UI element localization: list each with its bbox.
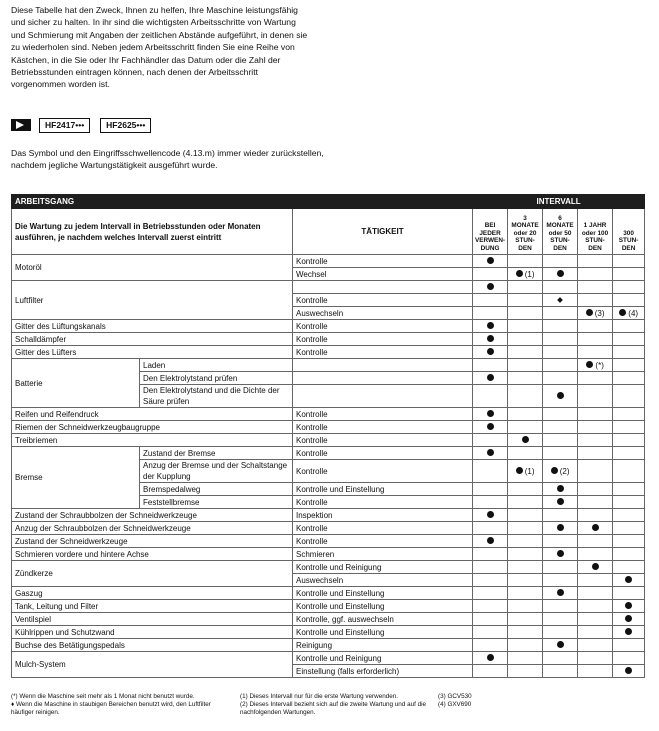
interval-mark-cell — [508, 346, 543, 359]
interval-mark-cell — [543, 333, 578, 346]
interval-mark-cell — [613, 483, 645, 496]
dot-icon — [625, 615, 632, 622]
maintenance-table — [11, 194, 645, 678]
interval-mark-cell — [578, 460, 613, 483]
interval-mark-cell — [613, 359, 645, 372]
dot-icon — [487, 283, 494, 290]
sub-item-cell: Den Elektrolytstand und die Dichte der Säure prüfen — [140, 385, 293, 408]
activity-cell: Kontrolle und Reinigung — [293, 652, 473, 665]
interval-mark-cell — [508, 652, 543, 665]
table-row — [12, 652, 645, 665]
interval-mark-cell — [578, 333, 613, 346]
interval-mark-cell — [613, 408, 645, 421]
interval-mark-cell — [613, 281, 645, 294]
interval-mark-cell — [613, 346, 645, 359]
interval-mark-cell — [613, 652, 645, 665]
interval-mark-cell — [473, 639, 508, 652]
interval-mark-cell — [543, 447, 578, 460]
table-row — [12, 548, 645, 561]
interval-mark-cell — [508, 281, 543, 294]
interval-mark-cell — [473, 496, 508, 509]
activity-cell: Kontrolle und Einstellung — [293, 483, 473, 496]
interval-mark-cell — [473, 268, 508, 281]
interval-mark-cell — [578, 359, 613, 372]
table-row — [12, 626, 645, 639]
interval-mark-cell — [543, 509, 578, 522]
table-row — [12, 408, 645, 421]
interval-mark-cell — [473, 587, 508, 600]
interval-mark-cell — [543, 307, 578, 320]
item-cell: Gitter des Lüftungskanals — [12, 320, 293, 333]
header-activity: TÄTIGKEIT — [293, 209, 473, 255]
dot-icon — [586, 309, 593, 316]
interval-mark-cell — [473, 561, 508, 574]
dot-icon — [487, 257, 494, 264]
interval-mark-cell — [613, 255, 645, 268]
interval-header: BEI JEDER VERWEN-DUNG — [473, 209, 508, 255]
table-row — [12, 639, 645, 652]
dot-icon — [557, 498, 564, 505]
interval-mark-cell — [473, 281, 508, 294]
interval-mark-cell — [473, 255, 508, 268]
interval-mark-cell — [508, 665, 543, 678]
interval-mark-cell — [578, 294, 613, 307]
sub-item-cell: Feststellbremse — [140, 496, 293, 509]
interval-mark-cell — [473, 333, 508, 346]
interval-mark-cell — [578, 408, 613, 421]
activity-cell — [293, 359, 473, 372]
dot-icon — [557, 550, 564, 557]
item-cell: Reifen und Reifendruck — [12, 408, 293, 421]
interval-mark-cell — [578, 548, 613, 561]
interval-mark-cell — [613, 307, 645, 320]
interval-mark-cell — [543, 496, 578, 509]
header-interval: INTERVALL — [473, 195, 645, 209]
interval-mark-cell — [613, 561, 645, 574]
table-subheader-row — [12, 209, 645, 255]
dot-icon — [487, 374, 494, 381]
interval-mark-cell — [578, 434, 613, 447]
activity-cell: Reinigung — [293, 639, 473, 652]
interval-mark-cell — [508, 509, 543, 522]
interval-mark-cell — [578, 509, 613, 522]
model-badge: HF2625••• — [100, 118, 151, 133]
interval-mark-cell — [473, 408, 508, 421]
interval-mark-cell — [543, 460, 578, 483]
interval-mark-cell — [543, 548, 578, 561]
interval-mark-cell — [613, 639, 645, 652]
interval-mark-cell — [508, 496, 543, 509]
table-row — [12, 281, 645, 294]
interval-mark-cell — [578, 613, 613, 626]
activity-cell: Inspektion — [293, 509, 473, 522]
dot-icon — [592, 563, 599, 570]
footnote: (*) Wenn die Maschine seit mehr als 1 Monat nicht benutzt wurde. — [11, 693, 195, 700]
interval-mark-cell — [508, 268, 543, 281]
activity-cell: Kontrolle — [293, 320, 473, 333]
activity-cell: Kontrolle — [293, 522, 473, 535]
item-cell: Riemen der Schneidwerkzeugbaugruppe — [12, 421, 293, 434]
interval-mark-cell — [613, 294, 645, 307]
item-cell: Tank, Leitung und Filter — [12, 600, 293, 613]
interval-mark-cell — [613, 496, 645, 509]
sub-item-cell: Zustand der Bremse — [140, 447, 293, 460]
interval-mark-cell — [473, 421, 508, 434]
interval-mark-cell — [473, 574, 508, 587]
table-row — [12, 320, 645, 333]
interval-mark-cell — [508, 639, 543, 652]
interval-mark-cell — [508, 483, 543, 496]
item-cell: Schmieren vordere und hintere Achse — [12, 548, 293, 561]
interval-header: 1 JAHR oder 100 STUN-DEN — [578, 209, 613, 255]
mark-note: (*) — [593, 360, 604, 370]
interval-mark-cell — [613, 434, 645, 447]
interval-mark-cell — [473, 320, 508, 333]
interval-mark-cell — [578, 665, 613, 678]
mark-note: (4) — [626, 308, 639, 318]
interval-mark-cell — [508, 434, 543, 447]
interval-mark-cell — [543, 372, 578, 385]
item-cell: Gaszug — [12, 587, 293, 600]
interval-mark-cell — [543, 408, 578, 421]
table-row — [12, 535, 645, 548]
activity-cell: Kontrolle — [293, 535, 473, 548]
interval-mark-cell — [508, 294, 543, 307]
interval-mark-cell — [543, 281, 578, 294]
activity-cell: Einstellung (falls erforderlich) — [293, 665, 473, 678]
dot-icon — [551, 467, 558, 474]
interval-mark-cell — [613, 447, 645, 460]
footnote: (3) GCV530 — [438, 693, 472, 700]
interval-mark-cell — [543, 639, 578, 652]
item-cell: Mulch-System — [12, 652, 293, 678]
interval-mark-cell — [613, 535, 645, 548]
dot-icon — [625, 602, 632, 609]
interval-header: 3 MONATE oder 20 STUN-DEN — [508, 209, 543, 255]
dot-icon — [487, 322, 494, 329]
interval-mark-cell — [543, 665, 578, 678]
interval-mark-cell — [578, 600, 613, 613]
interval-mark-cell — [508, 408, 543, 421]
dot-icon — [487, 410, 494, 417]
interval-mark-cell — [473, 483, 508, 496]
footnote: (2) Dieses Intervall bezieht sich auf die zweite Wartung und auf die nachfolgenden Wartungen. — [240, 700, 426, 716]
dot-icon — [516, 270, 523, 277]
interval-mark-cell — [508, 548, 543, 561]
interval-mark-cell — [473, 522, 508, 535]
dot-icon — [625, 667, 632, 674]
interval-mark-cell — [543, 294, 578, 307]
interval-mark-cell — [508, 561, 543, 574]
interval-mark-cell — [473, 535, 508, 548]
table-row — [12, 333, 645, 346]
interval-mark-cell — [473, 626, 508, 639]
interval-mark-cell — [578, 281, 613, 294]
item-cell: Zustand der Schneidwerkzeuge — [12, 535, 293, 548]
interval-mark-cell — [543, 600, 578, 613]
dot-icon — [625, 576, 632, 583]
interval-mark-cell — [543, 574, 578, 587]
interval-mark-cell — [508, 447, 543, 460]
table-row — [12, 447, 645, 460]
interval-mark-cell — [508, 320, 543, 333]
interval-mark-cell — [578, 652, 613, 665]
arrow-icon — [11, 119, 31, 131]
activity-cell: Kontrolle — [293, 346, 473, 359]
table-row — [12, 255, 645, 268]
interval-mark-cell — [473, 346, 508, 359]
dot-icon — [487, 537, 494, 544]
activity-cell: Kontrolle und Einstellung — [293, 600, 473, 613]
interval-header: 6 MONATE oder 50 STUN-DEN — [543, 209, 578, 255]
interval-mark-cell — [508, 626, 543, 639]
interval-mark-cell — [543, 613, 578, 626]
interval-mark-cell — [578, 626, 613, 639]
interval-mark-cell — [508, 613, 543, 626]
dot-icon — [557, 485, 564, 492]
item-cell: Ventilspiel — [12, 613, 293, 626]
activity-cell: Auswechseln — [293, 307, 473, 320]
interval-mark-cell — [613, 574, 645, 587]
interval-mark-cell — [473, 359, 508, 372]
dot-icon — [557, 641, 564, 648]
interval-mark-cell — [473, 600, 508, 613]
interval-mark-cell — [543, 522, 578, 535]
table-row — [12, 600, 645, 613]
interval-mark-cell — [543, 587, 578, 600]
interval-mark-cell — [578, 496, 613, 509]
dot-icon — [487, 348, 494, 355]
interval-mark-cell — [508, 535, 543, 548]
sub-item-cell: Anzug der Bremse und der Schaltstange der Kupplung — [140, 460, 293, 483]
interval-mark-cell — [508, 600, 543, 613]
interval-mark-cell — [578, 320, 613, 333]
interval-header: 300 STUN-DEN — [613, 209, 645, 255]
activity-cell: Kontrolle und Einstellung — [293, 626, 473, 639]
table-row — [12, 522, 645, 535]
dot-icon — [592, 524, 599, 531]
interval-mark-cell — [508, 587, 543, 600]
interval-mark-cell — [543, 561, 578, 574]
activity-cell — [293, 281, 473, 294]
mark-note: (1) — [522, 269, 535, 279]
item-cell: Buchse des Betätigungspedals — [12, 639, 293, 652]
interval-mark-cell — [508, 460, 543, 483]
interval-mark-cell — [543, 434, 578, 447]
item-cell: Treibriemen — [12, 434, 293, 447]
interval-mark-cell — [613, 522, 645, 535]
dot-icon — [522, 436, 529, 443]
header-work: ARBEITSGANG — [12, 195, 473, 209]
interval-mark-cell — [613, 385, 645, 408]
interval-mark-cell — [578, 372, 613, 385]
sub-item-cell: Laden — [140, 359, 293, 372]
table-row — [12, 613, 645, 626]
table-row — [12, 561, 645, 574]
item-cell: Anzug der Schraubbolzen der Schneidwerkzeuge — [12, 522, 293, 535]
interval-mark-cell — [543, 652, 578, 665]
interval-mark-cell — [508, 574, 543, 587]
interval-mark-cell — [578, 268, 613, 281]
interval-mark-cell — [578, 574, 613, 587]
item-cell: Gitter des Lüfters — [12, 346, 293, 359]
interval-mark-cell — [473, 434, 508, 447]
interval-mark-cell — [543, 255, 578, 268]
interval-mark-cell — [508, 359, 543, 372]
dot-icon — [619, 309, 626, 316]
dot-icon — [557, 589, 564, 596]
activity-cell: Kontrolle — [293, 421, 473, 434]
interval-mark-cell — [613, 372, 645, 385]
interval-mark-cell — [613, 509, 645, 522]
interval-mark-cell — [473, 548, 508, 561]
interval-mark-cell — [508, 307, 543, 320]
item-cell: Bremse — [12, 447, 140, 509]
interval-mark-cell — [543, 626, 578, 639]
dot-icon — [487, 423, 494, 430]
interval-mark-cell — [613, 421, 645, 434]
interval-mark-cell — [578, 522, 613, 535]
sub-item-cell: Bremspedalweg — [140, 483, 293, 496]
mark-note: (2) — [557, 466, 570, 476]
dot-icon — [557, 270, 564, 277]
dot-icon — [487, 511, 494, 518]
footnote: (1) Dieses Intervall nur für die erste Wartung verwenden. — [240, 693, 398, 700]
activity-cell: Kontrolle und Einstellung — [293, 587, 473, 600]
interval-mark-cell — [613, 587, 645, 600]
header-instruction: Die Wartung zu jedem Intervall in Betriebsstunden oder Monaten ausführen, je nachdem welches Intervall zuerst eintritt — [12, 209, 293, 255]
interval-mark-cell — [578, 385, 613, 408]
interval-mark-cell — [578, 346, 613, 359]
activity-cell: Schmieren — [293, 548, 473, 561]
activity-cell: Kontrolle — [293, 460, 473, 483]
dot-icon — [557, 392, 564, 399]
footnote: (4) GXV690 — [438, 700, 472, 708]
interval-mark-cell — [613, 665, 645, 678]
diamond-icon — [557, 298, 563, 304]
dot-icon — [487, 335, 494, 342]
dot-icon — [487, 449, 494, 456]
table-row — [12, 509, 645, 522]
activity-cell: Kontrolle — [293, 496, 473, 509]
activity-cell: Kontrolle — [293, 408, 473, 421]
interval-mark-cell — [578, 535, 613, 548]
interval-mark-cell — [613, 626, 645, 639]
intro-paragraph: Diese Tabelle hat den Zweck, Ihnen zu helfen, Ihre Maschine leistungsfähig und sicher zu halten. In ihr sind die wichtigsten Arbeitsschritte von Wartung und Schmierung mit Angaben der zeitlichen Abstände aufgeführt, in denen sie zu wiederholen sind. Neben jedem Arbeitsschritt finden Sie eine Reihe von Kästchen, in die Sie oder Ihr Fachhändler das Datum oder die Zahl der Betriebsstunden eintragen können, nach denen der Arbeitsschritt vorgenommen worden ist. — [11, 5, 308, 90]
interval-mark-cell — [508, 372, 543, 385]
table-row — [12, 434, 645, 447]
interval-mark-cell — [473, 447, 508, 460]
activity-cell — [293, 372, 473, 385]
interval-mark-cell — [508, 333, 543, 346]
interval-mark-cell — [578, 255, 613, 268]
interval-mark-cell — [543, 359, 578, 372]
activity-cell: Kontrolle — [293, 447, 473, 460]
interval-mark-cell — [473, 294, 508, 307]
interval-mark-cell — [473, 509, 508, 522]
interval-mark-cell — [473, 665, 508, 678]
item-cell: Zündkerze — [12, 561, 293, 587]
interval-mark-cell — [578, 307, 613, 320]
item-cell: Batterie — [12, 359, 140, 408]
interval-mark-cell — [543, 483, 578, 496]
interval-mark-cell — [578, 639, 613, 652]
item-cell: Luftfilter — [12, 281, 293, 320]
interval-mark-cell — [613, 613, 645, 626]
activity-cell: Auswechseln — [293, 574, 473, 587]
item-cell: Schalldämpfer — [12, 333, 293, 346]
interval-mark-cell — [613, 600, 645, 613]
interval-mark-cell — [543, 385, 578, 408]
interval-mark-cell — [613, 333, 645, 346]
interval-mark-cell — [578, 421, 613, 434]
activity-cell: Kontrolle und Reinigung — [293, 561, 473, 574]
interval-mark-cell — [543, 268, 578, 281]
reset-note: Das Symbol und den Eingriffsschwellencode (4.13.m) immer wieder zurückstellen, nachdem jegliche Wartungstätigkeit ausgeführt wurde. — [11, 148, 324, 171]
model-badge: HF2417••• — [39, 118, 90, 133]
interval-mark-cell — [613, 548, 645, 561]
mark-note: (1) — [522, 466, 535, 476]
table-header-row — [12, 195, 645, 209]
activity-cell: Kontrolle, ggf. auswechseln — [293, 613, 473, 626]
interval-mark-cell — [473, 613, 508, 626]
activity-cell: Kontrolle — [293, 434, 473, 447]
interval-mark-cell — [508, 522, 543, 535]
dot-icon — [516, 467, 523, 474]
interval-mark-cell — [578, 483, 613, 496]
sub-item-cell: Den Elektrolytstand prüfen — [140, 372, 293, 385]
interval-mark-cell — [473, 307, 508, 320]
interval-mark-cell — [473, 372, 508, 385]
activity-cell: Kontrolle — [293, 294, 473, 307]
dot-icon — [625, 628, 632, 635]
dot-icon — [487, 654, 494, 661]
interval-mark-cell — [613, 268, 645, 281]
interval-mark-cell — [543, 346, 578, 359]
interval-mark-cell — [473, 460, 508, 483]
dot-icon — [557, 524, 564, 531]
table-row — [12, 587, 645, 600]
interval-mark-cell — [613, 460, 645, 483]
interval-mark-cell — [578, 587, 613, 600]
interval-mark-cell — [543, 320, 578, 333]
footnote: ♦ Wenn die Maschine in staubigen Bereichen benutzt wird, den Luftfilter häufiger reinigen. — [11, 700, 211, 716]
item-cell: Zustand der Schraubbolzen der Schneidwerkzeuge — [12, 509, 293, 522]
table-row — [12, 421, 645, 434]
interval-mark-cell — [543, 421, 578, 434]
activity-cell: Kontrolle — [293, 333, 473, 346]
interval-mark-cell — [543, 535, 578, 548]
interval-mark-cell — [473, 385, 508, 408]
item-cell: Motoröl — [12, 255, 293, 281]
interval-mark-cell — [508, 385, 543, 408]
interval-mark-cell — [508, 255, 543, 268]
activity-cell: Kontrolle — [293, 255, 473, 268]
table-row — [12, 359, 645, 372]
interval-mark-cell — [473, 652, 508, 665]
table-row — [12, 346, 645, 359]
activity-cell: Wechsel — [293, 268, 473, 281]
interval-mark-cell — [508, 421, 543, 434]
interval-mark-cell — [613, 320, 645, 333]
mark-note: (3) — [592, 308, 605, 318]
interval-mark-cell — [578, 447, 613, 460]
model-row — [11, 118, 161, 132]
activity-cell — [293, 385, 473, 408]
item-cell: Kühlrippen und Schutzwand — [12, 626, 293, 639]
interval-mark-cell — [578, 561, 613, 574]
